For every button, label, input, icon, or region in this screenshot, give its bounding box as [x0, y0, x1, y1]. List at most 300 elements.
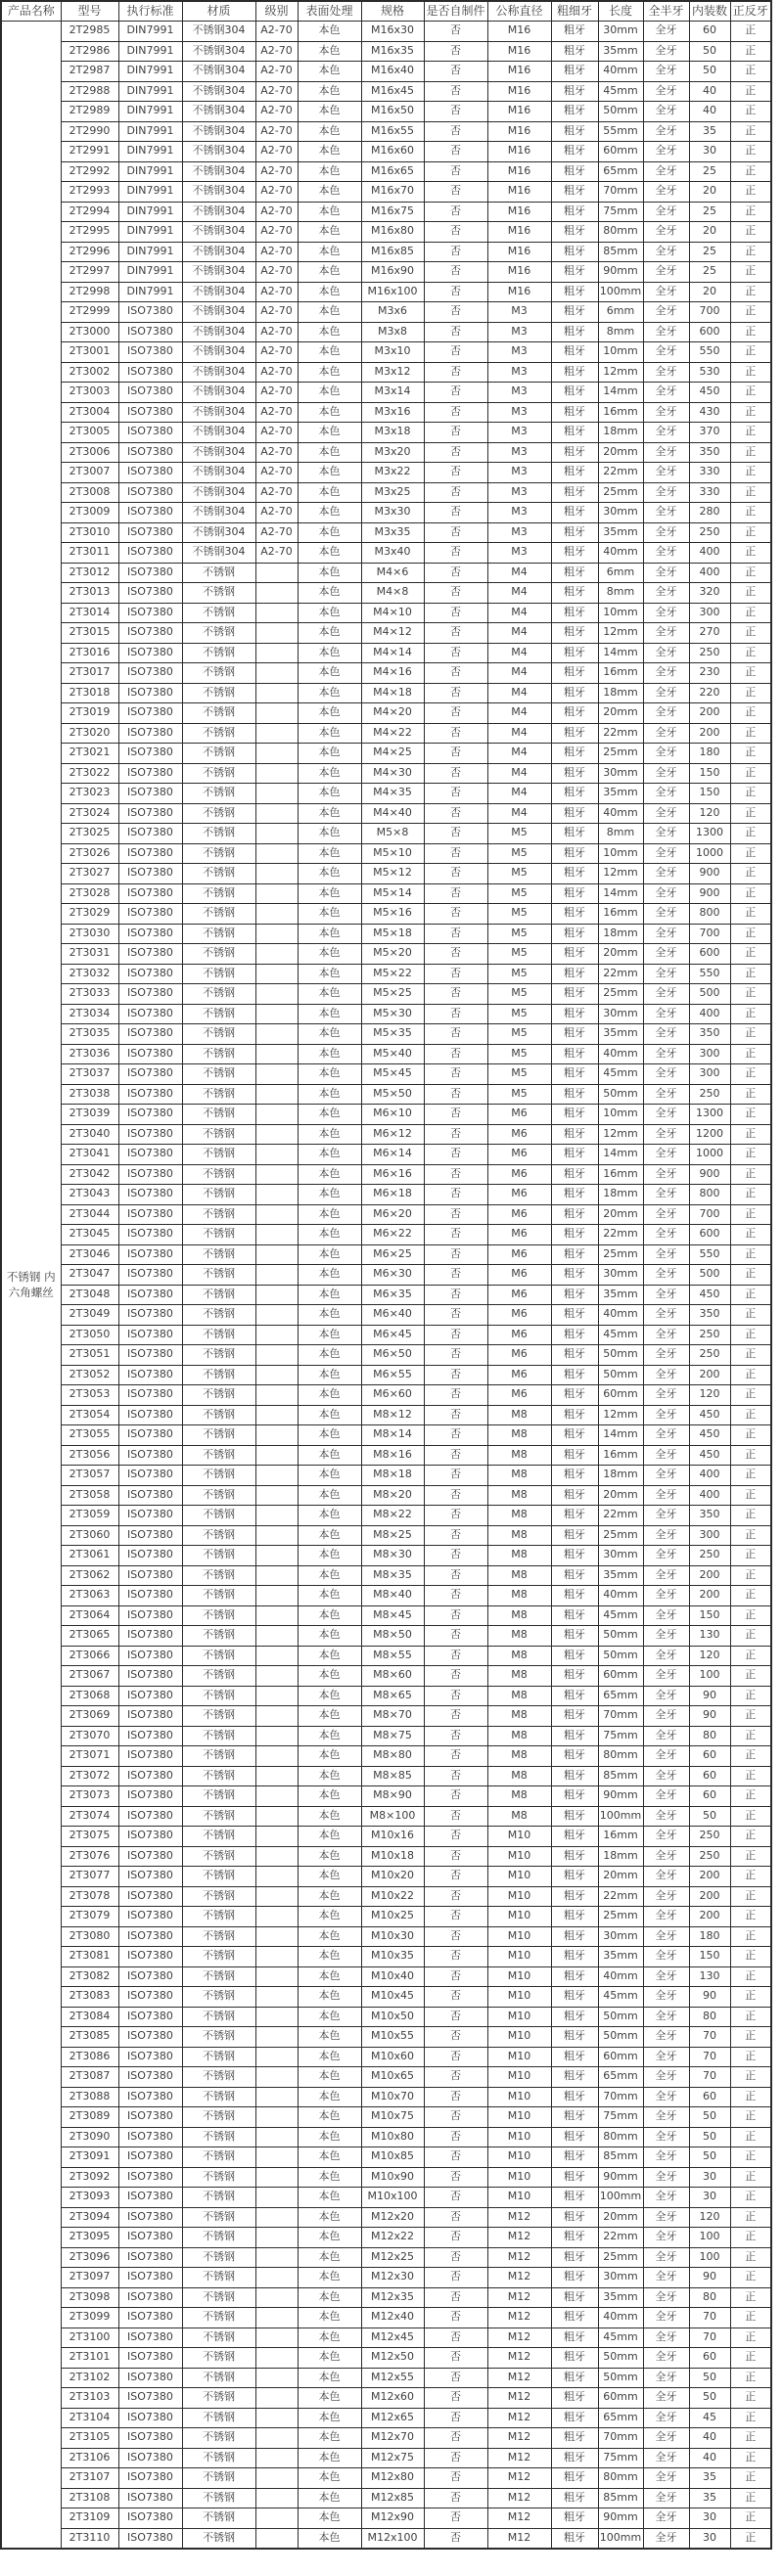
cell-standard: ISO7380 — [118, 1044, 182, 1064]
header-row — [1, 1, 771, 22]
table-row — [1, 423, 771, 443]
cell-standard: ISO7380 — [118, 2468, 182, 2489]
column-header-self-made: 是否自制件 — [424, 1, 487, 22]
cell-thread-type: 粗牙 — [551, 2087, 598, 2107]
table-row — [1, 2268, 771, 2288]
cell-standard: ISO7380 — [118, 1285, 182, 1305]
cell-length: 20mm — [598, 1204, 643, 1225]
cell-surface: 本色 — [298, 2147, 361, 2168]
cell-model: 2T2990 — [61, 121, 118, 142]
cell-material: 不锈钢 — [182, 2327, 255, 2348]
cell-material: 不锈钢 — [182, 2528, 255, 2549]
cell-self-made: 否 — [424, 1425, 487, 1446]
cell-self-made: 否 — [424, 1947, 487, 1967]
cell-thread-coverage: 全牙 — [643, 1305, 689, 1326]
cell-thread-coverage: 全牙 — [643, 1285, 689, 1305]
cell-surface: 本色 — [298, 763, 361, 784]
cell-standard: DIN7991 — [118, 142, 182, 162]
cell-thread-coverage: 全牙 — [643, 442, 689, 463]
cell-diameter: M10 — [487, 2007, 551, 2027]
cell-diameter: M12 — [487, 2368, 551, 2388]
cell-standard: ISO7380 — [118, 1365, 182, 1385]
cell-diameter: M3 — [487, 423, 551, 443]
cell-length: 45mm — [598, 2327, 643, 2348]
cell-thread-coverage: 全牙 — [643, 744, 689, 764]
cell-material: 不锈钢 — [182, 603, 255, 623]
cell-grade — [255, 2087, 298, 2107]
cell-standard: ISO7380 — [118, 1024, 182, 1045]
cell-pack-qty: 80 — [689, 2007, 730, 2027]
cell-material: 不锈钢 — [182, 1084, 255, 1105]
table-row — [1, 2188, 771, 2208]
table-row — [1, 2528, 771, 2549]
cell-thread-coverage: 全牙 — [643, 563, 689, 583]
table-row — [1, 2368, 771, 2388]
cell-model: 2T3091 — [61, 2147, 118, 2168]
cell-length: 25mm — [598, 1907, 643, 1927]
table-row — [1, 503, 771, 523]
cell-standard: DIN7991 — [118, 62, 182, 82]
cell-pack-qty: 900 — [689, 864, 730, 884]
cell-pack-qty: 200 — [689, 1886, 730, 1907]
cell-direction: 正 — [730, 1044, 771, 1064]
cell-self-made: 否 — [424, 302, 487, 323]
cell-spec: M4×22 — [361, 723, 424, 744]
cell-standard: ISO7380 — [118, 1225, 182, 1245]
cell-direction: 正 — [730, 402, 771, 423]
cell-spec: M12x20 — [361, 2207, 424, 2228]
cell-direction: 正 — [730, 1686, 771, 1706]
table-row — [1, 1626, 771, 1647]
cell-thread-coverage: 全牙 — [643, 2488, 689, 2508]
cell-thread-type: 粗牙 — [551, 864, 598, 884]
table-row — [1, 1145, 771, 1165]
table-row — [1, 964, 771, 984]
cell-length: 18mm — [598, 1846, 643, 1867]
cell-standard: ISO7380 — [118, 984, 182, 1005]
cell-surface: 本色 — [298, 1225, 361, 1245]
cell-thread-coverage: 全牙 — [643, 1064, 689, 1085]
cell-spec: M4×6 — [361, 563, 424, 583]
cell-spec: M6×22 — [361, 1225, 424, 1245]
cell-diameter: M8 — [487, 1485, 551, 1506]
cell-standard: ISO7380 — [118, 2067, 182, 2088]
cell-surface: 本色 — [298, 2207, 361, 2228]
cell-self-made: 否 — [424, 362, 487, 383]
cell-thread-type: 粗牙 — [551, 2308, 598, 2328]
cell-standard: ISO7380 — [118, 1966, 182, 1987]
cell-pack-qty: 250 — [689, 1325, 730, 1345]
cell-length: 65mm — [598, 161, 643, 182]
cell-pack-qty: 50 — [689, 41, 730, 62]
cell-direction: 正 — [730, 1105, 771, 1125]
cell-surface: 本色 — [298, 2348, 361, 2369]
cell-grade — [255, 1024, 298, 1045]
cell-spec: M8×16 — [361, 1445, 424, 1466]
table-row — [1, 1164, 771, 1185]
table-row — [1, 2308, 771, 2328]
cell-material: 不锈钢 — [182, 2147, 255, 2168]
table-row — [1, 1766, 771, 1786]
cell-material: 不锈钢 — [182, 2228, 255, 2248]
cell-direction: 正 — [730, 142, 771, 162]
cell-direction: 正 — [730, 1987, 771, 2008]
cell-diameter: M6 — [487, 1124, 551, 1145]
cell-self-made: 否 — [424, 2147, 487, 2168]
cell-standard: ISO7380 — [118, 763, 182, 784]
cell-grade — [255, 1385, 298, 1406]
cell-material: 不锈钢 — [182, 2488, 255, 2508]
cell-direction: 正 — [730, 1485, 771, 1506]
cell-thread-type: 粗牙 — [551, 2448, 598, 2468]
cell-surface: 本色 — [298, 2287, 361, 2308]
cell-material: 不锈钢 — [182, 924, 255, 944]
cell-thread-coverage: 全牙 — [643, 663, 689, 684]
cell-standard: ISO7380 — [118, 643, 182, 663]
table-row — [1, 2067, 771, 2088]
cell-material: 不锈钢 — [182, 763, 255, 784]
cell-self-made: 否 — [424, 383, 487, 403]
table-row — [1, 442, 771, 463]
cell-diameter: M5 — [487, 864, 551, 884]
cell-model: 2T3038 — [61, 1084, 118, 1105]
cell-model: 2T3063 — [61, 1586, 118, 1606]
cell-spec: M12x45 — [361, 2327, 424, 2348]
cell-material: 不锈钢 — [182, 1466, 255, 1486]
cell-pack-qty: 350 — [689, 442, 730, 463]
cell-pack-qty: 90 — [689, 1706, 730, 1727]
cell-standard: ISO7380 — [118, 1204, 182, 1225]
cell-thread-coverage: 全牙 — [643, 222, 689, 243]
cell-length: 55mm — [598, 121, 643, 142]
table-row — [1, 282, 771, 302]
cell-model: 2T3035 — [61, 1024, 118, 1045]
cell-pack-qty: 50 — [689, 2127, 730, 2147]
cell-model: 2T3103 — [61, 2388, 118, 2409]
cell-diameter: M16 — [487, 121, 551, 142]
cell-material: 不锈钢 — [182, 1987, 255, 2008]
table-row — [1, 2047, 771, 2067]
cell-model: 2T2999 — [61, 302, 118, 323]
cell-thread-coverage: 全牙 — [643, 984, 689, 1005]
cell-diameter: M4 — [487, 763, 551, 784]
cell-self-made: 否 — [424, 2268, 487, 2288]
cell-thread-type: 粗牙 — [551, 1145, 598, 1165]
cell-model: 2T3107 — [61, 2468, 118, 2489]
cell-thread-coverage: 全牙 — [643, 1726, 689, 1746]
cell-thread-coverage: 全牙 — [643, 503, 689, 523]
cell-pack-qty: 350 — [689, 1506, 730, 1526]
cell-pack-qty: 300 — [689, 603, 730, 623]
cell-diameter: M8 — [487, 1646, 551, 1666]
cell-thread-type: 粗牙 — [551, 102, 598, 122]
cell-length: 60mm — [598, 142, 643, 162]
cell-direction: 正 — [730, 2408, 771, 2428]
cell-model: 2T3099 — [61, 2308, 118, 2328]
cell-thread-coverage: 全牙 — [643, 1746, 689, 1767]
cell-pack-qty: 90 — [689, 2268, 730, 2288]
cell-material: 不锈钢 — [182, 2408, 255, 2428]
cell-model: 2T2987 — [61, 62, 118, 82]
cell-self-made: 否 — [424, 102, 487, 122]
cell-self-made: 否 — [424, 1405, 487, 1425]
cell-standard: ISO7380 — [118, 1425, 182, 1446]
table-row — [1, 603, 771, 623]
cell-surface: 本色 — [298, 1706, 361, 1727]
cell-standard: DIN7991 — [118, 222, 182, 243]
cell-length: 18mm — [598, 1466, 643, 1486]
cell-surface: 本色 — [298, 2368, 361, 2388]
cell-thread-type: 粗牙 — [551, 1746, 598, 1767]
cell-material: 不锈钢 — [182, 1405, 255, 1425]
cell-length: 40mm — [598, 62, 643, 82]
cell-thread-type: 粗牙 — [551, 2488, 598, 2508]
cell-grade — [255, 663, 298, 684]
cell-spec: M12x90 — [361, 2508, 424, 2529]
cell-self-made: 否 — [424, 322, 487, 342]
cell-direction: 正 — [730, 2428, 771, 2449]
cell-length: 85mm — [598, 2488, 643, 2508]
cell-self-made: 否 — [424, 1746, 487, 1767]
cell-self-made: 否 — [424, 423, 487, 443]
cell-surface: 本色 — [298, 1746, 361, 1767]
cell-length: 30mm — [598, 22, 643, 42]
cell-model: 2T3040 — [61, 1124, 118, 1145]
cell-grade — [255, 1525, 298, 1546]
cell-surface: 本色 — [298, 1244, 361, 1265]
cell-grade — [255, 2408, 298, 2428]
cell-model: 2T3097 — [61, 2268, 118, 2288]
cell-standard: ISO7380 — [118, 2228, 182, 2248]
cell-thread-coverage: 全牙 — [643, 2368, 689, 2388]
cell-self-made: 否 — [424, 1827, 487, 1847]
cell-spec: M4×35 — [361, 784, 424, 804]
cell-length: 25mm — [598, 2247, 643, 2268]
cell-diameter: M12 — [487, 2287, 551, 2308]
cell-material: 不锈钢304 — [182, 383, 255, 403]
cell-surface: 本色 — [298, 563, 361, 583]
cell-length: 18mm — [598, 423, 643, 443]
cell-length: 12mm — [598, 623, 643, 644]
cell-thread-type: 粗牙 — [551, 1064, 598, 1085]
cell-standard: ISO7380 — [118, 2047, 182, 2067]
cell-spec: M16x50 — [361, 102, 424, 122]
cell-diameter: M8 — [487, 1605, 551, 1626]
cell-thread-type: 粗牙 — [551, 383, 598, 403]
cell-thread-type: 粗牙 — [551, 442, 598, 463]
cell-pack-qty: 900 — [689, 1164, 730, 1185]
cell-diameter: M3 — [487, 342, 551, 363]
cell-self-made: 否 — [424, 2047, 487, 2067]
cell-grade — [255, 683, 298, 703]
cell-direction: 正 — [730, 643, 771, 663]
cell-length: 35mm — [598, 1285, 643, 1305]
cell-model: 2T3060 — [61, 1525, 118, 1546]
cell-direction: 正 — [730, 924, 771, 944]
cell-thread-type: 粗牙 — [551, 1285, 598, 1305]
cell-diameter: M4 — [487, 563, 551, 583]
cell-thread-type: 粗牙 — [551, 503, 598, 523]
cell-surface: 本色 — [298, 2388, 361, 2409]
table-row — [1, 1385, 771, 1406]
cell-spec: M12x70 — [361, 2428, 424, 2449]
table-row — [1, 703, 771, 724]
cell-material: 不锈钢 — [182, 1746, 255, 1767]
cell-thread-type: 粗牙 — [551, 784, 598, 804]
cell-thread-coverage: 全牙 — [643, 2047, 689, 2067]
cell-grade — [255, 1164, 298, 1185]
cell-grade — [255, 1004, 298, 1024]
cell-length: 85mm — [598, 2147, 643, 2168]
cell-thread-coverage: 全牙 — [643, 2388, 689, 2409]
cell-grade — [255, 2188, 298, 2208]
cell-length: 22mm — [598, 463, 643, 483]
cell-direction: 正 — [730, 1285, 771, 1305]
cell-self-made: 否 — [424, 1124, 487, 1145]
cell-grade — [255, 2247, 298, 2268]
cell-thread-type: 粗牙 — [551, 1827, 598, 1847]
cell-pack-qty: 45 — [689, 2408, 730, 2428]
cell-standard: ISO7380 — [118, 2448, 182, 2468]
cell-model: 2T3018 — [61, 683, 118, 703]
cell-self-made: 否 — [424, 1806, 487, 1827]
cell-thread-type: 粗牙 — [551, 1225, 598, 1245]
cell-thread-coverage: 全牙 — [643, 482, 689, 503]
cell-grade — [255, 563, 298, 583]
cell-self-made: 否 — [424, 543, 487, 564]
cell-direction: 正 — [730, 2388, 771, 2409]
cell-direction: 正 — [730, 1385, 771, 1406]
cell-self-made: 否 — [424, 282, 487, 302]
cell-material: 不锈钢 — [182, 1646, 255, 1666]
cell-model: 2T3029 — [61, 904, 118, 925]
cell-spec: M10x90 — [361, 2167, 424, 2188]
cell-thread-type: 粗牙 — [551, 543, 598, 564]
cell-self-made: 否 — [424, 964, 487, 984]
cell-pack-qty: 370 — [689, 423, 730, 443]
cell-self-made: 否 — [424, 2408, 487, 2428]
cell-material: 不锈钢 — [182, 803, 255, 824]
cell-thread-coverage: 全牙 — [643, 41, 689, 62]
cell-pack-qty: 30 — [689, 142, 730, 162]
cell-thread-coverage: 全牙 — [643, 1124, 689, 1145]
cell-thread-coverage: 全牙 — [643, 1686, 689, 1706]
cell-surface: 本色 — [298, 41, 361, 62]
cell-length: 50mm — [598, 2027, 643, 2048]
cell-spec: M5×50 — [361, 1084, 424, 1105]
cell-material: 不锈钢304 — [182, 121, 255, 142]
cell-standard: ISO7380 — [118, 1867, 182, 1887]
cell-pack-qty: 20 — [689, 222, 730, 243]
table-row — [1, 1204, 771, 1225]
cell-material: 不锈钢 — [182, 2047, 255, 2067]
cell-surface: 本色 — [298, 522, 361, 543]
cell-surface: 本色 — [298, 342, 361, 363]
cell-thread-type: 粗牙 — [551, 2007, 598, 2027]
cell-material: 不锈钢304 — [182, 242, 255, 262]
cell-length: 70mm — [598, 1706, 643, 1727]
cell-thread-coverage: 全牙 — [643, 383, 689, 403]
table-row — [1, 723, 771, 744]
cell-thread-coverage: 全牙 — [643, 2268, 689, 2288]
cell-length: 60mm — [598, 2047, 643, 2067]
cell-material: 不锈钢 — [182, 1586, 255, 1606]
cell-thread-type: 粗牙 — [551, 2167, 598, 2188]
cell-spec: M12x75 — [361, 2448, 424, 2468]
cell-pack-qty: 40 — [689, 81, 730, 102]
cell-diameter: M12 — [487, 2207, 551, 2228]
table-row — [1, 1947, 771, 1967]
cell-material: 不锈钢 — [182, 2368, 255, 2388]
cell-pack-qty: 300 — [689, 1044, 730, 1064]
cell-length: 30mm — [598, 763, 643, 784]
cell-self-made: 否 — [424, 1145, 487, 1165]
cell-thread-type: 粗牙 — [551, 1907, 598, 1927]
cell-model: 2T3037 — [61, 1064, 118, 1085]
cell-self-made: 否 — [424, 1525, 487, 1546]
cell-surface: 本色 — [298, 1506, 361, 1526]
cell-material: 不锈钢 — [182, 623, 255, 644]
cell-direction: 正 — [730, 182, 771, 203]
cell-material: 不锈钢 — [182, 2468, 255, 2489]
cell-direction: 正 — [730, 22, 771, 42]
table-row — [1, 944, 771, 965]
cell-spec: M4×8 — [361, 583, 424, 604]
cell-spec: M4×18 — [361, 683, 424, 703]
cell-direction: 正 — [730, 2247, 771, 2268]
cell-direction: 正 — [730, 1726, 771, 1746]
cell-self-made: 否 — [424, 482, 487, 503]
cell-self-made: 否 — [424, 1846, 487, 1867]
cell-thread-coverage: 全牙 — [643, 1806, 689, 1827]
cell-thread-coverage: 全牙 — [643, 1666, 689, 1687]
table-row — [1, 1525, 771, 1546]
cell-self-made: 否 — [424, 2388, 487, 2409]
cell-surface: 本色 — [298, 1646, 361, 1666]
cell-length: 65mm — [598, 2408, 643, 2428]
table-row — [1, 864, 771, 884]
cell-grade — [255, 1365, 298, 1385]
cell-thread-coverage: 全牙 — [643, 784, 689, 804]
cell-thread-coverage: 全牙 — [643, 2287, 689, 2308]
cell-pack-qty: 330 — [689, 463, 730, 483]
cell-thread-type: 粗牙 — [551, 1485, 598, 1506]
cell-thread-type: 粗牙 — [551, 2047, 598, 2067]
cell-standard: ISO7380 — [118, 663, 182, 684]
cell-surface: 本色 — [298, 161, 361, 182]
table-row — [1, 2468, 771, 2489]
cell-material: 不锈钢 — [182, 843, 255, 864]
cell-model: 2T3105 — [61, 2428, 118, 2449]
cell-surface: 本色 — [298, 1325, 361, 1345]
cell-self-made: 否 — [424, 2488, 487, 2508]
cell-thread-type: 粗牙 — [551, 2388, 598, 2409]
cell-model: 2T3052 — [61, 1365, 118, 1385]
cell-pack-qty: 70 — [689, 2308, 730, 2328]
cell-self-made: 否 — [424, 2508, 487, 2529]
table-row — [1, 302, 771, 323]
cell-surface: 本色 — [298, 2228, 361, 2248]
cell-spec: M5×10 — [361, 843, 424, 864]
cell-model: 2T3054 — [61, 1405, 118, 1425]
cell-thread-coverage: 全牙 — [643, 362, 689, 383]
cell-diameter: M4 — [487, 744, 551, 764]
cell-grade — [255, 1746, 298, 1767]
cell-thread-type: 粗牙 — [551, 1105, 598, 1125]
table-row — [1, 1867, 771, 1887]
cell-thread-coverage: 全牙 — [643, 423, 689, 443]
cell-model: 2T2986 — [61, 41, 118, 62]
